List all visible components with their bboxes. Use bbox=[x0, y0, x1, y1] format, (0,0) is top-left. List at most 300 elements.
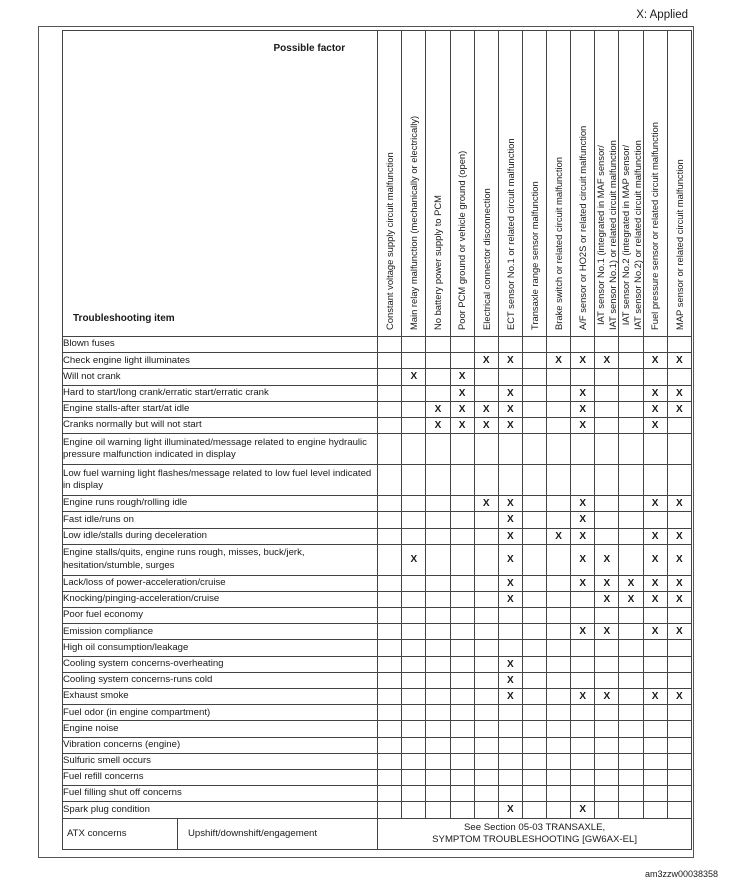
applied-cell bbox=[474, 802, 498, 818]
applied-cell bbox=[522, 608, 546, 624]
table-row bbox=[63, 385, 692, 401]
applied-cell: X bbox=[498, 689, 522, 705]
atx-concerns-label: ATX concerns bbox=[63, 819, 178, 849]
applied-cell bbox=[619, 656, 643, 672]
applied-cell bbox=[643, 465, 667, 496]
applied-cell: X bbox=[474, 496, 498, 512]
applied-cell bbox=[595, 672, 619, 688]
applied-cell bbox=[450, 496, 474, 512]
applied-cell bbox=[474, 337, 498, 353]
applied-cell bbox=[595, 401, 619, 417]
applied-cell: X bbox=[498, 544, 522, 575]
applied-cell: X bbox=[571, 401, 595, 417]
table-row bbox=[63, 369, 692, 385]
applied-cell bbox=[378, 705, 402, 721]
applied-cell bbox=[522, 528, 546, 544]
applied-cell bbox=[571, 608, 595, 624]
applied-cell bbox=[643, 337, 667, 353]
applied-cell bbox=[522, 737, 546, 753]
applied-cell bbox=[619, 512, 643, 528]
applied-cell bbox=[402, 656, 426, 672]
table-row bbox=[63, 401, 692, 417]
applied-cell bbox=[571, 591, 595, 607]
applied-cell bbox=[522, 640, 546, 656]
applied-cell bbox=[378, 721, 402, 737]
applied-cell bbox=[426, 705, 450, 721]
applied-cell: X bbox=[643, 624, 667, 640]
applied-cell bbox=[547, 656, 571, 672]
applied-cell bbox=[619, 434, 643, 465]
applied-cell: X bbox=[643, 591, 667, 607]
applied-cell bbox=[595, 369, 619, 385]
applied-cell bbox=[547, 705, 571, 721]
applied-cell bbox=[474, 465, 498, 496]
atx-sub-label: Upshift/downshift/engagement bbox=[188, 828, 318, 839]
applied-cell bbox=[378, 401, 402, 417]
applied-cell bbox=[522, 544, 546, 575]
troubleshooting-item: Sulfuric smell occurs bbox=[63, 753, 378, 769]
applied-cell: X bbox=[571, 575, 595, 591]
applied-cell bbox=[426, 802, 450, 818]
applied-cell bbox=[522, 434, 546, 465]
applied-cell bbox=[426, 465, 450, 496]
applied-cell bbox=[522, 369, 546, 385]
applied-cell bbox=[595, 417, 619, 433]
factor-label: ECT sensor No.1 or related circuit malfunction bbox=[504, 138, 516, 330]
table-row bbox=[63, 575, 692, 591]
applied-cell bbox=[619, 802, 643, 818]
table-row bbox=[63, 544, 692, 575]
troubleshooting-item: Knocking/pinging-acceleration/cruise bbox=[63, 591, 378, 607]
applied-cell bbox=[547, 753, 571, 769]
applied-cell bbox=[474, 721, 498, 737]
applied-cell bbox=[402, 337, 426, 353]
factor-label: Electrical connector disconnection bbox=[480, 188, 492, 330]
troubleshooting-item: Cooling system concerns-overheating bbox=[63, 656, 378, 672]
applied-cell bbox=[402, 385, 426, 401]
applied-cell: X bbox=[450, 369, 474, 385]
troubleshooting-item: Fuel filling shut off concerns bbox=[63, 786, 378, 802]
applied-cell bbox=[571, 721, 595, 737]
applied-cell bbox=[619, 769, 643, 785]
applied-cell bbox=[595, 528, 619, 544]
applied-cell bbox=[378, 608, 402, 624]
applied-cell bbox=[378, 786, 402, 802]
applied-cell bbox=[619, 385, 643, 401]
applied-cell bbox=[571, 769, 595, 785]
applied-cell: X bbox=[450, 401, 474, 417]
applied-cell bbox=[402, 575, 426, 591]
troubleshooting-item-label: Troubleshooting item bbox=[73, 313, 175, 324]
table-row bbox=[63, 434, 692, 465]
applied-cell bbox=[450, 769, 474, 785]
applied-cell bbox=[619, 640, 643, 656]
troubleshooting-item: Fuel refill concerns bbox=[63, 769, 378, 785]
applied-cell bbox=[450, 465, 474, 496]
applied-cell bbox=[378, 769, 402, 785]
applied-cell bbox=[402, 802, 426, 818]
applied-cell bbox=[595, 786, 619, 802]
applied-cell bbox=[619, 353, 643, 369]
applied-cell bbox=[426, 769, 450, 785]
applied-cell: X bbox=[571, 353, 595, 369]
applied-cell bbox=[402, 591, 426, 607]
table-row bbox=[63, 337, 692, 353]
applied-cell bbox=[426, 721, 450, 737]
applied-cell bbox=[571, 640, 595, 656]
applied-cell bbox=[450, 737, 474, 753]
troubleshooting-item: Low idle/stalls during deceleration bbox=[63, 528, 378, 544]
applied-cell bbox=[571, 786, 595, 802]
applied-cell: X bbox=[498, 417, 522, 433]
troubleshooting-item: Fast idle/runs on bbox=[63, 512, 378, 528]
applied-cell bbox=[667, 656, 691, 672]
applied-cell bbox=[402, 465, 426, 496]
applied-cell bbox=[402, 624, 426, 640]
applied-cell bbox=[571, 656, 595, 672]
applied-cell bbox=[498, 769, 522, 785]
troubleshooting-item: Check engine light illuminates bbox=[63, 353, 378, 369]
applied-cell: X bbox=[498, 496, 522, 512]
applied-cell bbox=[498, 753, 522, 769]
applied-cell bbox=[595, 385, 619, 401]
applied-cell bbox=[498, 624, 522, 640]
applied-cell bbox=[378, 802, 402, 818]
factor-header-2 bbox=[402, 31, 426, 337]
table-row bbox=[63, 496, 692, 512]
factor-label: Transaxle range sensor malfunction bbox=[528, 181, 540, 330]
applied-cell bbox=[402, 753, 426, 769]
applied-cell bbox=[595, 753, 619, 769]
applied-cell bbox=[547, 624, 571, 640]
applied-cell bbox=[522, 769, 546, 785]
applied-cell bbox=[378, 672, 402, 688]
applied-cell: X bbox=[667, 575, 691, 591]
factor-header-6 bbox=[498, 31, 522, 337]
applied-cell: X bbox=[402, 369, 426, 385]
applied-cell bbox=[498, 721, 522, 737]
applied-cell: X bbox=[498, 672, 522, 688]
applied-cell bbox=[667, 753, 691, 769]
applied-cell bbox=[402, 401, 426, 417]
table-row bbox=[63, 769, 692, 785]
applied-cell bbox=[474, 640, 498, 656]
applied-cell bbox=[426, 591, 450, 607]
applied-cell bbox=[619, 624, 643, 640]
applied-cell bbox=[402, 786, 426, 802]
troubleshooting-item: Hard to start/long crank/erratic start/erratic crank bbox=[63, 385, 378, 401]
table-row bbox=[63, 721, 692, 737]
applied-cell bbox=[619, 672, 643, 688]
applied-cell bbox=[474, 544, 498, 575]
applied-cell: X bbox=[595, 575, 619, 591]
factor-header-5 bbox=[474, 31, 498, 337]
applied-cell bbox=[474, 737, 498, 753]
applied-cell bbox=[450, 721, 474, 737]
applied-cell bbox=[378, 528, 402, 544]
applied-cell: X bbox=[547, 528, 571, 544]
applied-cell bbox=[378, 465, 402, 496]
applied-cell bbox=[378, 689, 402, 705]
factor-label: Main relay malfunction (mechanically or electrically) bbox=[408, 115, 420, 330]
applied-cell bbox=[522, 624, 546, 640]
applied-cell bbox=[619, 544, 643, 575]
applied-cell bbox=[643, 512, 667, 528]
applied-cell bbox=[426, 496, 450, 512]
applied-cell bbox=[498, 465, 522, 496]
applied-cell bbox=[667, 512, 691, 528]
applied-cell: X bbox=[498, 512, 522, 528]
applied-cell bbox=[498, 369, 522, 385]
applied-cell bbox=[571, 337, 595, 353]
table-row bbox=[63, 624, 692, 640]
applied-cell bbox=[426, 672, 450, 688]
applied-cell bbox=[402, 496, 426, 512]
applied-cell bbox=[595, 802, 619, 818]
troubleshooting-item: Poor fuel economy bbox=[63, 608, 378, 624]
applied-cell bbox=[474, 753, 498, 769]
applied-cell bbox=[402, 640, 426, 656]
applied-cell bbox=[378, 434, 402, 465]
applied-cell: X bbox=[571, 528, 595, 544]
troubleshooting-item: Emission compliance bbox=[63, 624, 378, 640]
applied-cell bbox=[378, 544, 402, 575]
applied-cell bbox=[643, 802, 667, 818]
applied-cell bbox=[426, 737, 450, 753]
applied-cell bbox=[474, 608, 498, 624]
applied-cell bbox=[498, 337, 522, 353]
applied-cell: X bbox=[643, 353, 667, 369]
applied-cell bbox=[498, 608, 522, 624]
applied-cell bbox=[595, 705, 619, 721]
applied-cell bbox=[667, 417, 691, 433]
applied-cell: X bbox=[643, 417, 667, 433]
applied-cell bbox=[426, 512, 450, 528]
applied-cell bbox=[643, 434, 667, 465]
applied-cell bbox=[667, 640, 691, 656]
applied-cell bbox=[402, 672, 426, 688]
applied-cell bbox=[474, 786, 498, 802]
troubleshooting-item: Engine oil warning light illuminated/message related to engine hydraulic pressure malfunction indicated in display bbox=[63, 434, 378, 465]
applied-cell bbox=[426, 369, 450, 385]
applied-cell bbox=[619, 417, 643, 433]
applied-cell bbox=[522, 465, 546, 496]
troubleshooting-item: Low fuel warning light flashes/message related to low fuel level indicated in display bbox=[63, 465, 378, 496]
troubleshooting-item: Exhaust smoke bbox=[63, 689, 378, 705]
applied-cell bbox=[595, 434, 619, 465]
applied-cell bbox=[474, 656, 498, 672]
applied-cell bbox=[378, 591, 402, 607]
applied-cell bbox=[474, 591, 498, 607]
applied-cell: X bbox=[667, 689, 691, 705]
applied-cell bbox=[474, 689, 498, 705]
applied-cell: X bbox=[595, 689, 619, 705]
applied-cell bbox=[571, 753, 595, 769]
applied-cell bbox=[450, 528, 474, 544]
applied-cell bbox=[378, 575, 402, 591]
atx-note bbox=[378, 818, 692, 849]
applied-cell: X bbox=[571, 544, 595, 575]
applied-cell bbox=[571, 705, 595, 721]
applied-cell bbox=[547, 769, 571, 785]
applied-cell: X bbox=[595, 544, 619, 575]
applied-cell: X bbox=[571, 802, 595, 818]
applied-cell bbox=[547, 401, 571, 417]
applied-cell bbox=[378, 417, 402, 433]
applied-cell: X bbox=[498, 575, 522, 591]
applied-cell bbox=[498, 737, 522, 753]
applied-cell bbox=[643, 769, 667, 785]
applied-cell: X bbox=[426, 417, 450, 433]
applied-cell bbox=[595, 656, 619, 672]
applied-cell bbox=[522, 353, 546, 369]
applied-cell bbox=[522, 417, 546, 433]
applied-cell bbox=[547, 737, 571, 753]
applied-cell: X bbox=[474, 401, 498, 417]
applied-cell: X bbox=[595, 353, 619, 369]
troubleshooting-item: Will not crank bbox=[63, 369, 378, 385]
applied-cell bbox=[378, 337, 402, 353]
applied-cell bbox=[619, 528, 643, 544]
applied-cell bbox=[667, 721, 691, 737]
applied-cell bbox=[571, 369, 595, 385]
applied-cell: X bbox=[571, 512, 595, 528]
applied-cell bbox=[402, 417, 426, 433]
applied-cell bbox=[450, 640, 474, 656]
applied-cell bbox=[522, 672, 546, 688]
applied-cell bbox=[498, 640, 522, 656]
applied-cell bbox=[426, 689, 450, 705]
applied-cell bbox=[450, 672, 474, 688]
applied-cell: X bbox=[498, 353, 522, 369]
applied-cell: X bbox=[595, 624, 619, 640]
applied-cell bbox=[595, 512, 619, 528]
applied-cell bbox=[667, 608, 691, 624]
applied-cell bbox=[522, 591, 546, 607]
atx-cell bbox=[63, 818, 378, 849]
applied-cell bbox=[667, 705, 691, 721]
troubleshooting-item: Engine runs rough/rolling idle bbox=[63, 496, 378, 512]
applied-cell bbox=[571, 434, 595, 465]
applied-cell bbox=[474, 528, 498, 544]
applied-cell: X bbox=[571, 689, 595, 705]
applied-cell bbox=[402, 353, 426, 369]
table-row bbox=[63, 786, 692, 802]
applied-cell bbox=[547, 786, 571, 802]
applied-cell bbox=[378, 737, 402, 753]
table-row bbox=[63, 512, 692, 528]
factor-label: Brake switch or related circuit malfunction bbox=[552, 157, 564, 330]
applied-cell bbox=[474, 369, 498, 385]
applied-cell bbox=[619, 369, 643, 385]
applied-cell: X bbox=[547, 353, 571, 369]
applied-cell bbox=[619, 401, 643, 417]
applied-cell: X bbox=[619, 591, 643, 607]
applied-cell: X bbox=[571, 496, 595, 512]
table-row bbox=[63, 705, 692, 721]
applied-cell bbox=[619, 721, 643, 737]
applied-cell: X bbox=[571, 624, 595, 640]
table-row bbox=[63, 528, 692, 544]
applied-cell: X bbox=[498, 401, 522, 417]
applied-cell bbox=[667, 769, 691, 785]
applied-cell bbox=[547, 385, 571, 401]
applied-cell bbox=[643, 786, 667, 802]
applied-cell bbox=[547, 434, 571, 465]
troubleshooting-item: Spark plug condition bbox=[63, 802, 378, 818]
applied-cell bbox=[643, 737, 667, 753]
applied-cell bbox=[426, 528, 450, 544]
applied-cell bbox=[450, 591, 474, 607]
applied-cell: X bbox=[667, 353, 691, 369]
troubleshooting-item: Vibration concerns (engine) bbox=[63, 737, 378, 753]
applied-cell: X bbox=[667, 528, 691, 544]
applied-cell bbox=[450, 656, 474, 672]
applied-cell bbox=[643, 369, 667, 385]
applied-cell bbox=[426, 786, 450, 802]
factor-label: MAP sensor or related circuit malfunction bbox=[673, 159, 685, 330]
applied-cell bbox=[547, 337, 571, 353]
applied-cell: X bbox=[619, 575, 643, 591]
applied-cell bbox=[619, 608, 643, 624]
factor-label: IAT sensor No.2 (integrated in MAP sensor/ IAT sensor No.2) or related circuit malfunction bbox=[619, 140, 642, 330]
factor-label: Constant voltage supply circuit malfunction bbox=[384, 152, 395, 330]
factor-header-3 bbox=[426, 31, 450, 337]
applied-cell bbox=[450, 624, 474, 640]
applied-cell bbox=[571, 672, 595, 688]
applied-cell bbox=[426, 544, 450, 575]
applied-cell bbox=[667, 369, 691, 385]
applied-cell bbox=[378, 640, 402, 656]
applied-cell bbox=[619, 705, 643, 721]
applied-cell: X bbox=[667, 496, 691, 512]
table-row bbox=[63, 689, 692, 705]
applied-cell: X bbox=[643, 385, 667, 401]
applied-cell bbox=[522, 721, 546, 737]
applied-cell bbox=[498, 705, 522, 721]
applied-cell bbox=[547, 369, 571, 385]
applied-cell bbox=[426, 753, 450, 769]
applied-cell: X bbox=[498, 591, 522, 607]
header-row bbox=[63, 31, 692, 337]
applied-cell bbox=[522, 512, 546, 528]
applied-cell bbox=[643, 672, 667, 688]
applied-cell bbox=[547, 672, 571, 688]
header-corner bbox=[63, 31, 378, 337]
applied-cell bbox=[643, 640, 667, 656]
applied-cell bbox=[378, 512, 402, 528]
applied-cell bbox=[619, 496, 643, 512]
applied-cell bbox=[643, 705, 667, 721]
applied-cell bbox=[547, 608, 571, 624]
table-row bbox=[63, 591, 692, 607]
applied-cell bbox=[402, 689, 426, 705]
applied-cell bbox=[426, 385, 450, 401]
applied-cell bbox=[595, 737, 619, 753]
applied-cell: X bbox=[571, 417, 595, 433]
applied-cell bbox=[474, 385, 498, 401]
applied-cell bbox=[547, 591, 571, 607]
factor-header-12 bbox=[643, 31, 667, 337]
applied-cell bbox=[522, 689, 546, 705]
applied-cell bbox=[450, 753, 474, 769]
applied-cell bbox=[667, 737, 691, 753]
applied-cell bbox=[547, 802, 571, 818]
applied-cell bbox=[667, 802, 691, 818]
applied-cell bbox=[450, 353, 474, 369]
applied-cell bbox=[547, 512, 571, 528]
applied-cell bbox=[450, 608, 474, 624]
